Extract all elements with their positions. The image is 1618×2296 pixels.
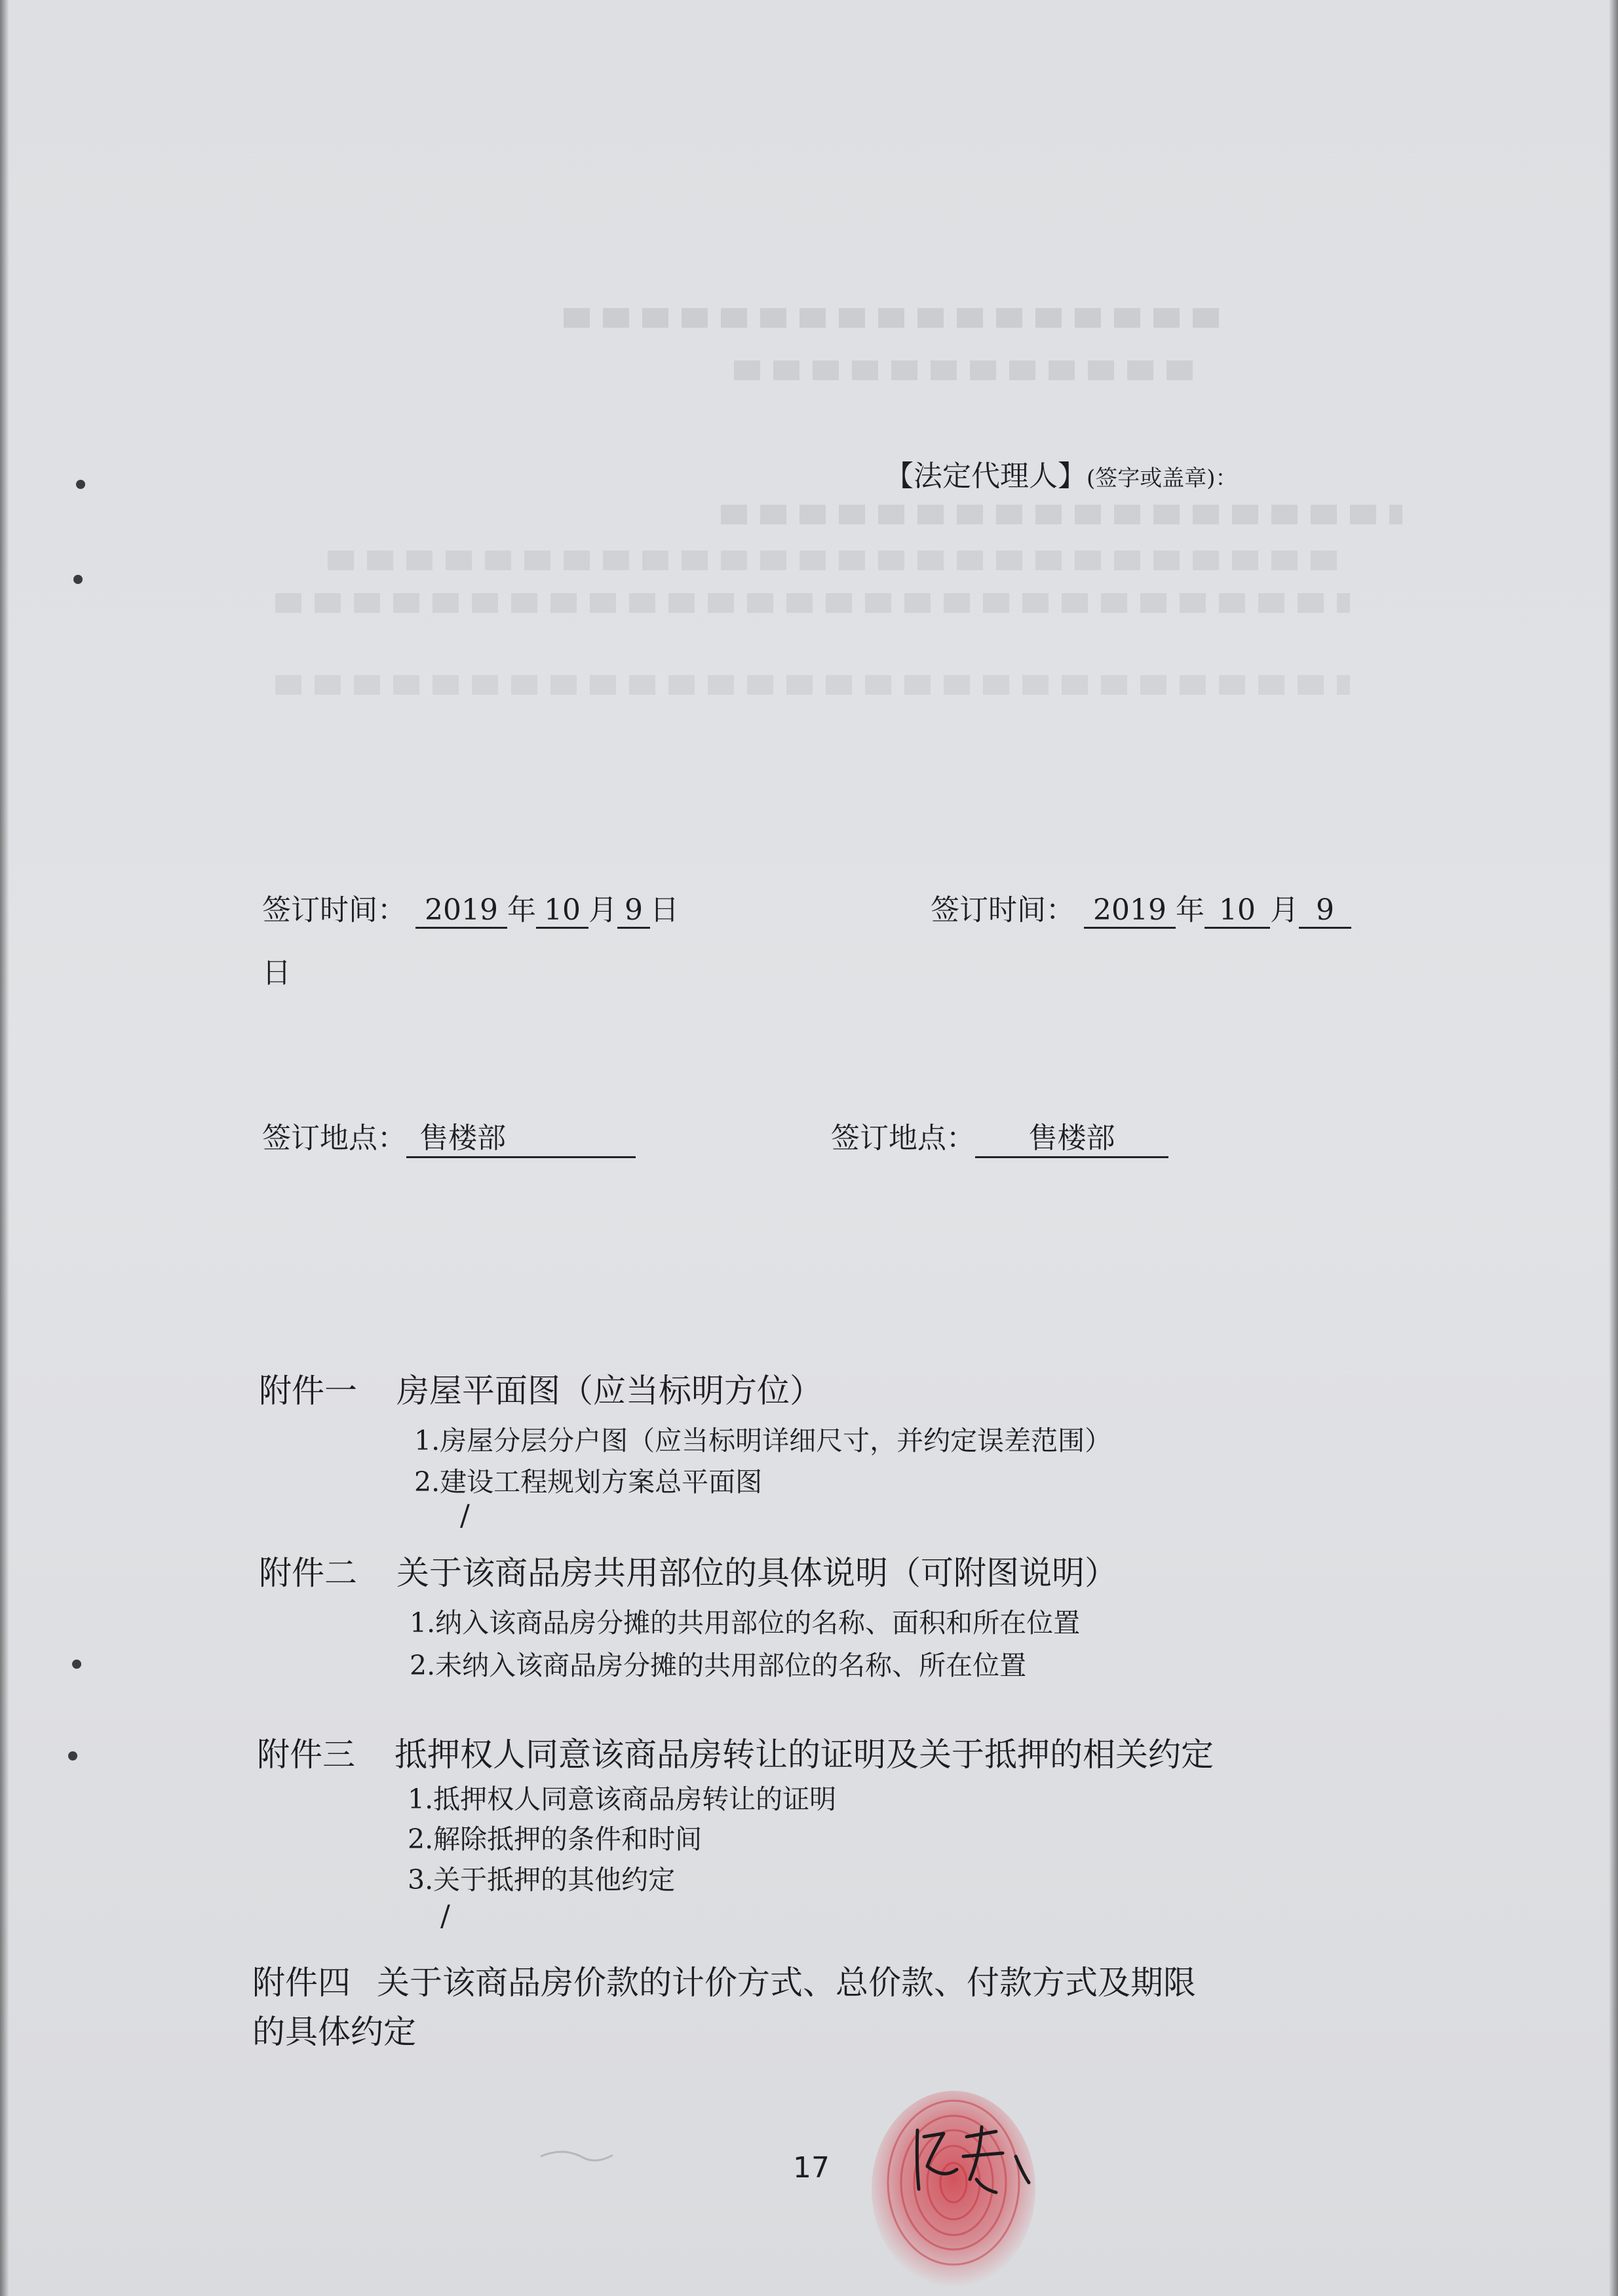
legal-agent-signature-line xyxy=(885,452,1238,494)
attachment-3-title xyxy=(257,1728,1214,1776)
attachment-title-text: 房屋平面图（应当标明方位） xyxy=(396,1372,822,1410)
legal-agent-label: 【法定代理人】 xyxy=(885,459,1087,493)
year-unit: 年 xyxy=(1176,893,1204,927)
bleed-through-shadow xyxy=(564,308,1219,328)
paper-scuff-mark xyxy=(537,2143,616,2170)
signing-place-value: 售楼部 xyxy=(975,1114,1168,1158)
handwritten-signature xyxy=(904,2117,1035,2202)
attachment-2-title xyxy=(259,1547,1117,1594)
signing-month: 10 xyxy=(1204,893,1270,929)
bleed-through-shadow xyxy=(275,593,1350,613)
month-unit: 月 xyxy=(1270,893,1299,927)
attachment-3-item-1: 1.抵押权人同意该商品房转让的证明 xyxy=(408,1783,837,1815)
attachment-label: 附件一 xyxy=(259,1372,357,1410)
signing-month: 10 xyxy=(536,893,588,929)
signing-date-label: 签订时间： xyxy=(262,893,406,927)
punch-hole xyxy=(72,1660,81,1669)
attachment-2-item-2: 2.未纳入该商品房分摊的共用部位的名称、所在位置 xyxy=(410,1650,1027,1681)
signing-day: 9 xyxy=(617,893,650,929)
left-signing-date xyxy=(262,886,679,929)
signing-place-label: 签订地点： xyxy=(831,1121,975,1155)
bleed-through-shadow xyxy=(734,360,1193,380)
attachment-1-title xyxy=(259,1365,822,1412)
signing-place-value: 售楼部 xyxy=(406,1114,636,1158)
attachment-1-mark: / xyxy=(460,1499,470,1532)
left-signing-place xyxy=(262,1114,636,1158)
attachment-1-item-2: 2.建设工程规划方案总平面图 xyxy=(414,1466,763,1498)
signing-date-label: 签订时间： xyxy=(931,893,1075,927)
signing-place-label: 签订地点： xyxy=(262,1121,406,1155)
right-signing-day-unit-wrapped: 日 xyxy=(262,956,291,990)
bleed-through-shadow xyxy=(328,551,1350,570)
day-unit: 日 xyxy=(650,893,679,927)
attachment-3-item-2: 2.解除抵押的条件和时间 xyxy=(408,1823,703,1855)
attachment-3-item-3: 3.关于抵押的其他约定 xyxy=(408,1864,676,1896)
punch-hole xyxy=(68,1751,77,1761)
page-number: 17 xyxy=(793,2151,830,2185)
punch-hole xyxy=(76,480,85,489)
scan-edge-shadow xyxy=(0,0,9,2296)
month-unit: 月 xyxy=(588,893,617,927)
legal-agent-note: (签字或盖章)： xyxy=(1087,465,1238,492)
attachment-title-text: 关于该商品房价款的计价方式、总价款、付款方式及期限 xyxy=(377,1964,1196,2002)
attachment-label: 附件四 xyxy=(252,1964,351,2002)
signing-day: 9 xyxy=(1299,893,1351,929)
attachment-3-mark: / xyxy=(440,1899,450,1933)
attachment-label: 附件三 xyxy=(257,1736,355,1774)
year-unit: 年 xyxy=(507,893,536,927)
signing-year: 2019 xyxy=(415,893,507,929)
signing-year: 2019 xyxy=(1084,893,1176,929)
punch-hole xyxy=(73,575,83,584)
attachment-label: 附件二 xyxy=(259,1554,357,1592)
attachment-title-text: 关于该商品房共用部位的具体说明（可附图说明） xyxy=(396,1554,1117,1592)
attachment-4-title xyxy=(252,1956,1196,2004)
right-signing-date xyxy=(931,886,1351,929)
attachment-4-title-continued: 的具体约定 xyxy=(252,2013,416,2051)
attachment-1-item-1: 1.房屋分层分户图（应当标明详细尺寸，并约定误差范围） xyxy=(414,1425,1112,1456)
scan-edge-shadow xyxy=(1609,0,1618,2296)
bleed-through-shadow xyxy=(275,675,1350,695)
bleed-through-shadow xyxy=(721,505,1402,524)
right-signing-place xyxy=(831,1114,1168,1158)
attachment-title-text: 抵押权人同意该商品房转让的证明及关于抵押的相关约定 xyxy=(395,1736,1214,1774)
attachment-2-item-1: 1.纳入该商品房分摊的共用部位的名称、面积和所在位置 xyxy=(410,1607,1081,1639)
